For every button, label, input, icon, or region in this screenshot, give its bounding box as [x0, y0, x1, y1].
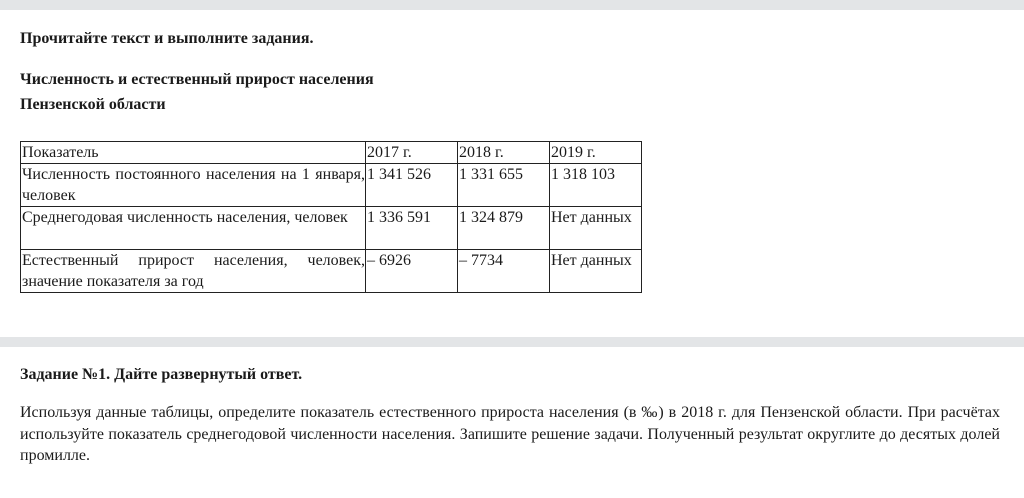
population-table	[20, 141, 642, 293]
table-row	[21, 250, 642, 293]
task-description: Используя данные таблицы, определите показатель естественного прироста населения (в ‰) в 2018 г. для Пензенской области. При расчётах используйте показатель среднегодовой численности населения. Запишите решение задачи. Полученный результат округлите до десятых долей промилле.	[20, 404, 1000, 464]
row-indicator: Естественный прирост населения, человек, значение показателя за год	[21, 250, 366, 293]
row-value-2019: 1 318 103	[550, 164, 642, 207]
row-indicator: Среднегодовая численность населения, человек	[21, 207, 366, 250]
row-value-2018: 1 331 655	[458, 164, 550, 207]
table-row	[21, 207, 642, 250]
header-2017: 2017 г.	[366, 142, 458, 164]
row-value-2019: Нет данных	[550, 207, 642, 250]
row-value-2017: 1 341 526	[366, 164, 458, 207]
top-divider	[0, 0, 1024, 10]
table-title-line-2: Пензенской области	[20, 96, 166, 113]
row-indicator: Численность постоянного населения на 1 января, человек	[21, 164, 366, 207]
row-value-2018: – 7734	[458, 250, 550, 293]
table-header-row	[21, 142, 642, 164]
instruction-text: Прочитайте текст и выполните задания.	[20, 30, 314, 47]
table-title	[20, 67, 374, 117]
row-value-2019: Нет данных	[550, 250, 642, 293]
section-divider	[0, 337, 1024, 347]
task-title: Задание №1. Дайте развернутый ответ.	[20, 366, 303, 383]
header-2018: 2018 г.	[458, 142, 550, 164]
table-title-line-1: Численность и естественный прирост населения	[20, 71, 374, 88]
row-value-2017: – 6926	[366, 250, 458, 293]
table-row	[21, 164, 642, 207]
header-2019: 2019 г.	[550, 142, 642, 164]
header-indicator: Показатель	[21, 142, 366, 164]
row-value-2017: 1 336 591	[366, 207, 458, 250]
row-value-2018: 1 324 879	[458, 207, 550, 250]
